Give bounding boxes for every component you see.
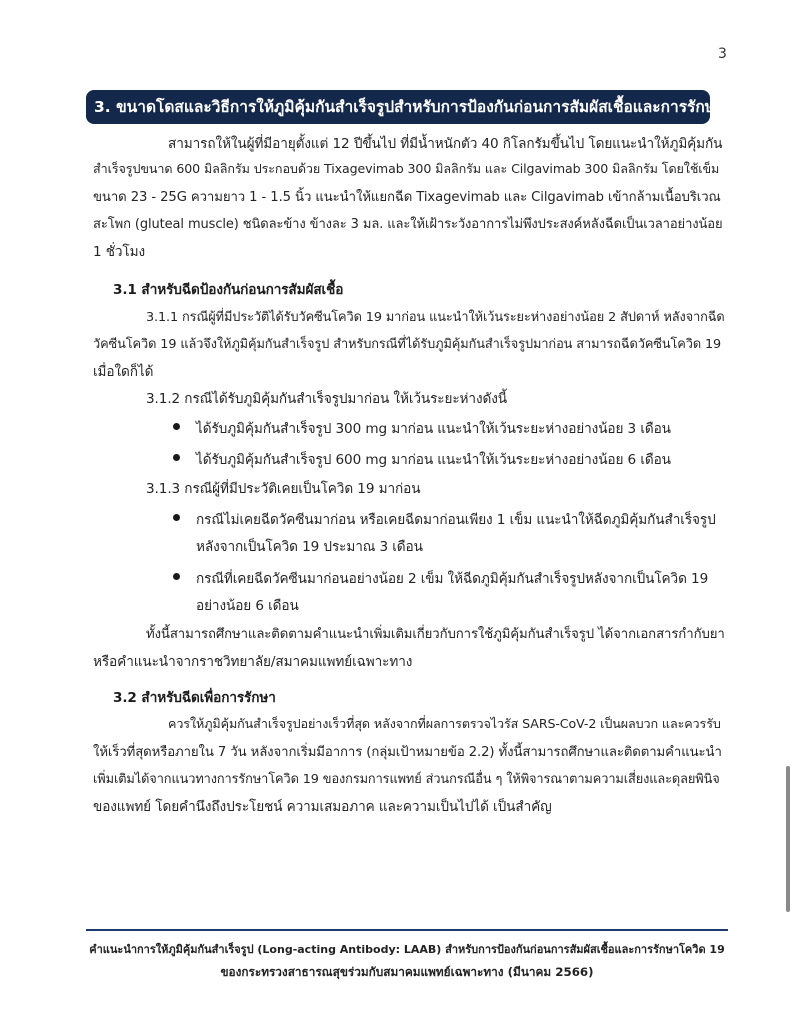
bullet-text: ได้รับภูมิคุ้มกันสำเร็จรูป 300 mg มาก่อน แนะนำให้เว้นระยะห่างอย่างน้อย 3 เดือน [196, 421, 671, 437]
bullet-dot [173, 514, 180, 521]
paragraph-line: ทั้งนี้สามารถศึกษาและติดตามคำแนะนำเพิ่มเติมเกี่ยวกับการใช้ภูมิคุ้มกันสำเร็จรูป ได้จากเอกสารกำกับยา [146, 627, 725, 642]
paragraph-line: ควรให้ภูมิคุ้มกันสำเร็จรูปอย่างเร็วที่สุด หลังจากที่ผลการตรวจไวรัส SARS-CoV-2 เป็นผลบวก และควรรับ [168, 716, 721, 731]
bullet-text: ได้รับภูมิคุ้มกันสำเร็จรูป 600 mg มาก่อน แนะนำให้เว้นระยะห่างอย่างน้อย 6 เดือน [196, 452, 671, 468]
paragraph-line: เมื่อใดก็ได้ [93, 364, 154, 380]
footer-line-1: คำแนะนำการให้ภูมิคุ้มกันสำเร็จรูป (Long-acting Antibody: LAAB) สำหรับการป้องกันก่อนการสัมผัสเชื้อและการรักษาโควิด 19 [89, 943, 725, 956]
paragraph-line: ขนาด 23 - 25G ความยาว 1 - 1.5 นิ้ว แนะนำให้แยกฉีด Tixagevimab และ Cilgavimab เข้ากล้ามเนื้อบริเวณ [93, 190, 721, 205]
vertical-scrollbar[interactable] [786, 766, 790, 912]
bullet-text: กรณีไม่เคยฉีดวัคซีนมาก่อน หรือเคยฉีดมาก่อนเพียง 1 เข็ม แนะนำให้ฉีดภูมิคุ้มกันสำเร็จรูป [196, 512, 716, 528]
bullet-dot [173, 454, 180, 461]
bullet-dot [173, 423, 180, 430]
paragraph-line: หรือคำแนะนำจากราชวิทยาลัย/สมาคมแพทย์เฉพาะทาง [93, 654, 413, 670]
paragraph-line: 3.1.1 กรณีผู้ที่มีประวัติได้รับวัคซีนโควิด 19 มาก่อน แนะนำให้เว้นระยะห่างอย่างน้อย 2 สัปดาห์ หลังจากฉีด [146, 310, 725, 325]
item-3-1-3-heading: 3.1.3 กรณีผู้ที่มีประวัติเคยเป็นโควิด 19 มาก่อน [146, 481, 421, 497]
section-3-title-banner: 3. ขนาดโดสและวิธีการให้ภูมิคุ้มกันสำเร็จรูปสำหรับการป้องกันก่อนการสัมผัสเชื้อและการรักษา [86, 90, 710, 124]
paragraph-line: สามารถให้ในผู้ที่มีอายุตั้งแต่ 12 ปีขึ้นไป ที่มีน้ำหนักตัว 40 กิโลกรัมขึ้นไป โดยแนะนำให้ภูมิคุ้มกัน [168, 136, 723, 152]
bullet-text: หลังจากเป็นโควิด 19 ประมาณ 3 เดือน [196, 539, 423, 555]
page-number: 3 [718, 46, 727, 62]
paragraph-line: สะโพก (gluteal muscle) ชนิดละข้าง ข้างละ 3 มล. และให้เฝ้าระวังอาการไม่พึงประสงค์หลังฉีดเป็นเวลาอย่างน้อย [93, 217, 723, 232]
paragraph-line: 1 ชั่วโมง [93, 244, 146, 260]
paragraph-line: ของแพทย์ โดยคำนึงถึงประโยชน์ ความเสมอภาค และความเป็นไปได้ เป็นสำคัญ [93, 799, 552, 815]
bullet-text: อย่างน้อย 6 เดือน [196, 598, 299, 614]
section-3-1-heading: 3.1 สำหรับฉีดป้องกันก่อนการสัมผัสเชื้อ [113, 282, 344, 298]
bullet-text: กรณีที่เคยฉีดวัคซีนมาก่อนอย่างน้อย 2 เข็ม ให้ฉีดภูมิคุ้มกันสำเร็จรูปหลังจากเป็นโควิด 19 [196, 571, 709, 587]
paragraph-line: เพิ่มเติมได้จากแนวทางการรักษาโควิด 19 ของกรมการแพทย์ ส่วนกรณีอื่น ๆ ให้พิจารณาตามความเสี่ยงและดุลยพินิจ [93, 772, 720, 787]
paragraph-line: วัคซีนโควิด 19 แล้วจึงให้ภูมิคุ้มกันสำเร็จรูป สำหรับกรณีที่ได้รับภูมิคุ้มกันสำเร็จรูปมาก่อน สามารถฉีดวัคซีนโควิด 19 [93, 337, 722, 352]
section-3-2-heading: 3.2 สำหรับฉีดเพื่อการรักษา [113, 690, 276, 706]
item-3-1-2-heading: 3.1.2 กรณีได้รับภูมิคุ้มกันสำเร็จรูปมาก่อน ให้เว้นระยะห่างดังนี้ [146, 391, 507, 407]
bullet-dot [173, 573, 180, 580]
paragraph-line: สำเร็จรูปขนาด 600 มิลลิกรัม ประกอบด้วย Tixagevimab 300 มิลลิกรัม และ Cilgavimab 300 มิลลิกรัม โดยใช้เข็ม [93, 161, 720, 176]
footer-line-2: ของกระทรวงสาธารณสุขร่วมกับสมาคมแพทย์เฉพาะทาง (มีนาคม 2566) [220, 965, 594, 979]
footer-divider [86, 929, 728, 931]
paragraph-line: ให้เร็วที่สุดหรือภายใน 7 วัน หลังจากเริ่มมีอาการ (กลุ่มเป้าหมายข้อ 2.2) ทั้งนี้สามารถศึกษาและติดตามคำแนะนำ [93, 745, 722, 760]
